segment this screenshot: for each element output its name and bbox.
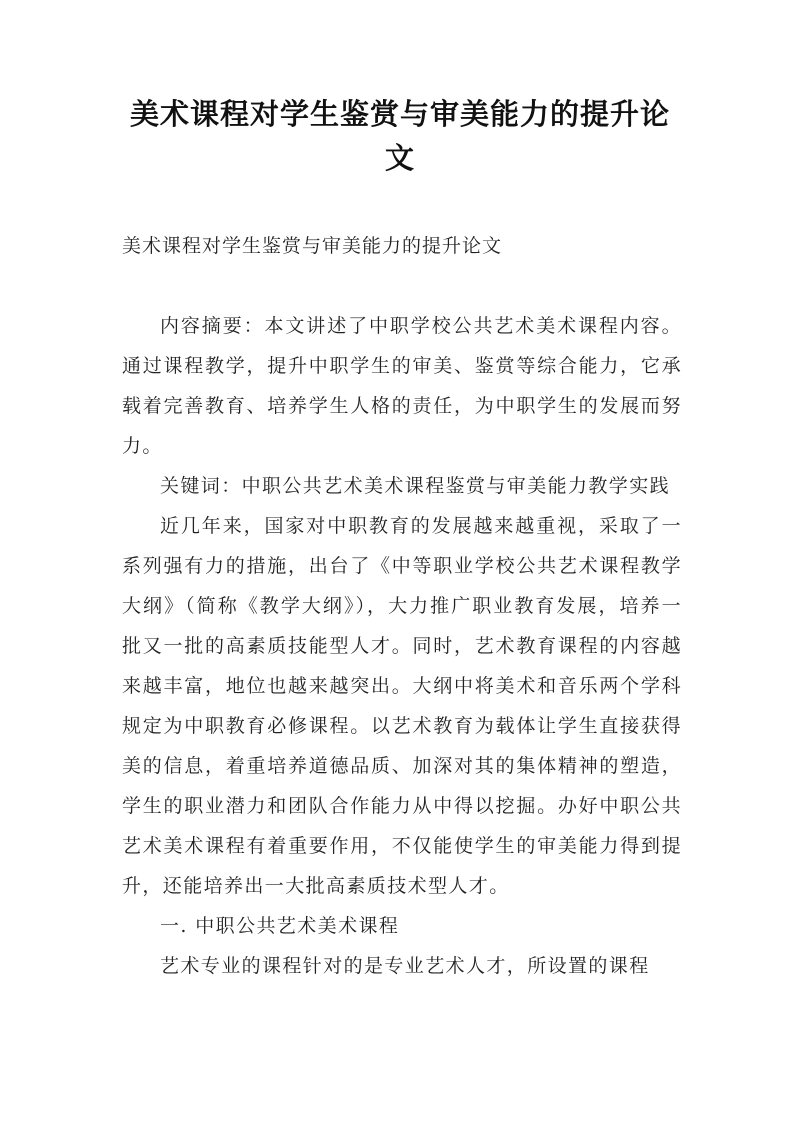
abstract-paragraph: 内容摘要：本文讲述了中职学校公共艺术美术课程内容。通过课程教学，提升中职学生的审美、鉴赏等综合能力，它承载着完善教育、培养学生人格的责任，为中职学生的发展而努力。	[122, 315, 682, 457]
document-body	[122, 306, 682, 986]
document-subtitle: 美术课程对学生鉴赏与审美能力的提升论文	[122, 235, 503, 257]
section-paragraph: 艺术专业的课程针对的是专业艺术人才，所设置的课程	[160, 955, 650, 977]
keywords-paragraph: 关键词：中职公共艺术美术课程鉴赏与审美能力教学实践	[160, 475, 671, 497]
section-heading: 一. 中职公共艺术美术课程	[160, 915, 400, 937]
intro-paragraph: 近几年来，国家对中职教育的发展越来越重视，采取了一系列强有力的措施，出台了《中等职业学校公共艺术课程教学大纲》（简称《教学大纲》），大力推广职业教育发展，培养一批又一批的高素质技能型人才。同时，艺术教育课程的内容越来越丰富，地位也越来越突出。大纲中将美术和音乐两个学科规定为中职教育必修课程。以艺术教育为载体让学生直接获得美的信息，着重培养道德品质、加深对其的集体精神的塑造，学生的职业潜力和团队合作能力从中得以挖掘。办好中职公共艺术美术课程有着重要作用，不仅能使学生的审美能力得到提升，还能培养出一大批高素质技术型人才。	[122, 515, 682, 897]
document-title: 美术课程对学生鉴赏与审美能力的提升论文	[129, 97, 670, 175]
